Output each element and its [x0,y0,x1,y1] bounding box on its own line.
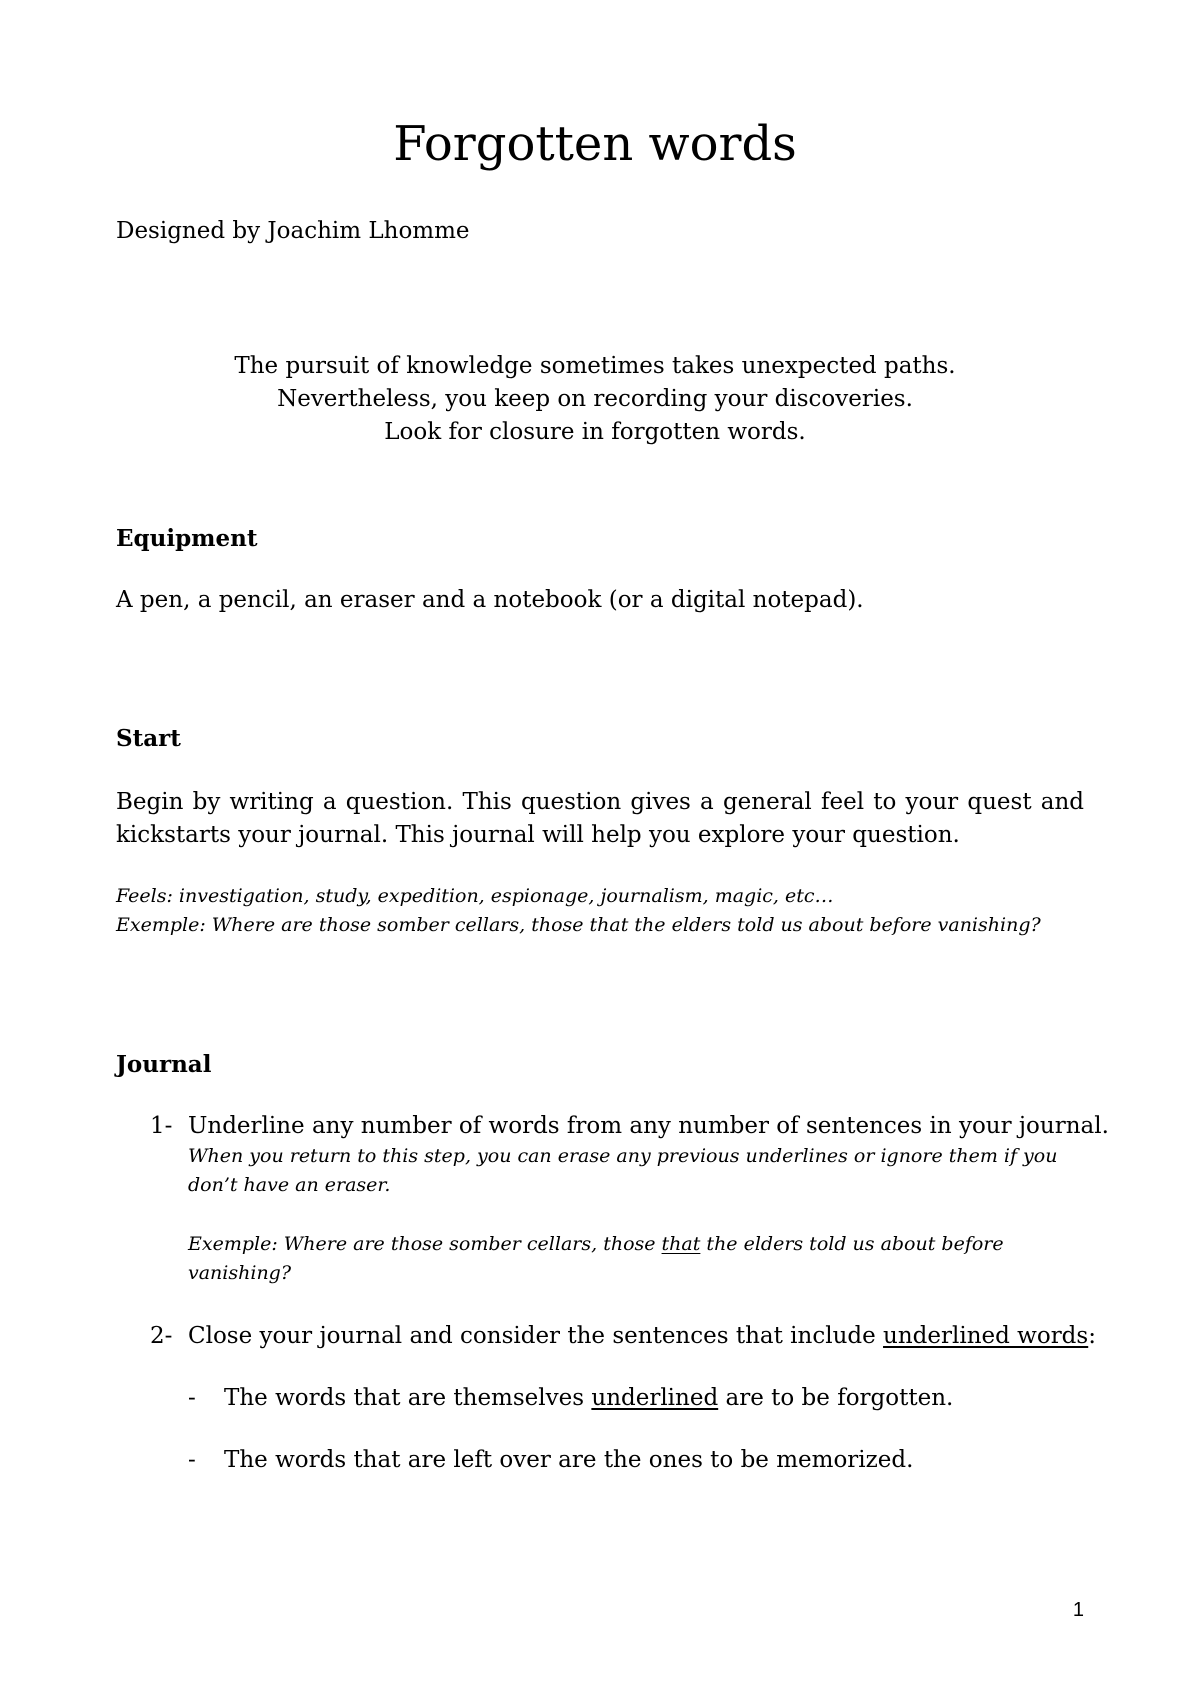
intro-line: The pursuit of knowledge sometimes takes unexpected paths. [234,353,956,379]
step-2-text [188,1320,1096,1353]
bullet-dash: - [188,1447,196,1473]
bullet-memorized [224,1444,913,1477]
intro-line: Look for closure in forgotten words. [384,419,806,445]
step-2-text-part: Close your journal and consider the sentences that include [188,1323,884,1349]
equipment-heading: Equipment [116,525,258,552]
step-number: 2- [150,1323,173,1349]
bullet-text-part: The words that are left over are the ones to be memorized. [224,1447,914,1473]
start-line: kickstarts your journal. This journal will help you explore your question. [116,822,960,848]
start-feels: Feels: investigation, study, expedition, espionage, journalism, magic, etc… [116,885,834,907]
journal-heading: Journal [116,1051,212,1078]
example-underlined-word: that [661,1233,701,1255]
bullet-text-part: The words that are themselves [224,1385,592,1411]
bullet-text-part: are to be forgotten. [718,1385,954,1411]
example-text: Exemple: Where are those somber cellars, those [188,1233,662,1255]
start-line: Begin by writing a question. This question gives a general feel to your quest and [116,789,1084,815]
bullet-underlined: underlined [591,1385,719,1411]
page-title: Forgotten words [393,116,797,172]
page-number: 1 [1072,1599,1084,1621]
intro-text [0,350,1190,449]
step-1-note: When you return to this step, you can erase any previous underlines or ignore them if you don’t have an eraser. [188,1145,1058,1196]
step-number: 1- [150,1113,173,1139]
start-example: Exemple: Where are those somber cellars, those that the elders told us about before vanishing? [116,914,1041,936]
equipment-text: A pen, a pencil, an eraser and a notebook (or a digital notepad). [116,587,864,613]
step-2-text-part: : [1088,1323,1096,1349]
intro-line: Nevertheless, you keep on recording your discoveries. [277,386,913,412]
example-text: the elders told us about before vanishing? [188,1233,1004,1284]
bullet-dash: - [188,1385,196,1411]
step-2-underlined: underlined words [883,1323,1089,1349]
start-paragraph [116,786,1084,852]
bullet-forgotten [224,1382,953,1415]
author-byline: Designed by Joachim Lhomme [116,218,470,244]
step-1-example [188,1230,1088,1288]
start-heading: Start [116,725,181,752]
step-1-text: Underline any number of words from any number of sentences in your journal. [188,1113,1109,1139]
